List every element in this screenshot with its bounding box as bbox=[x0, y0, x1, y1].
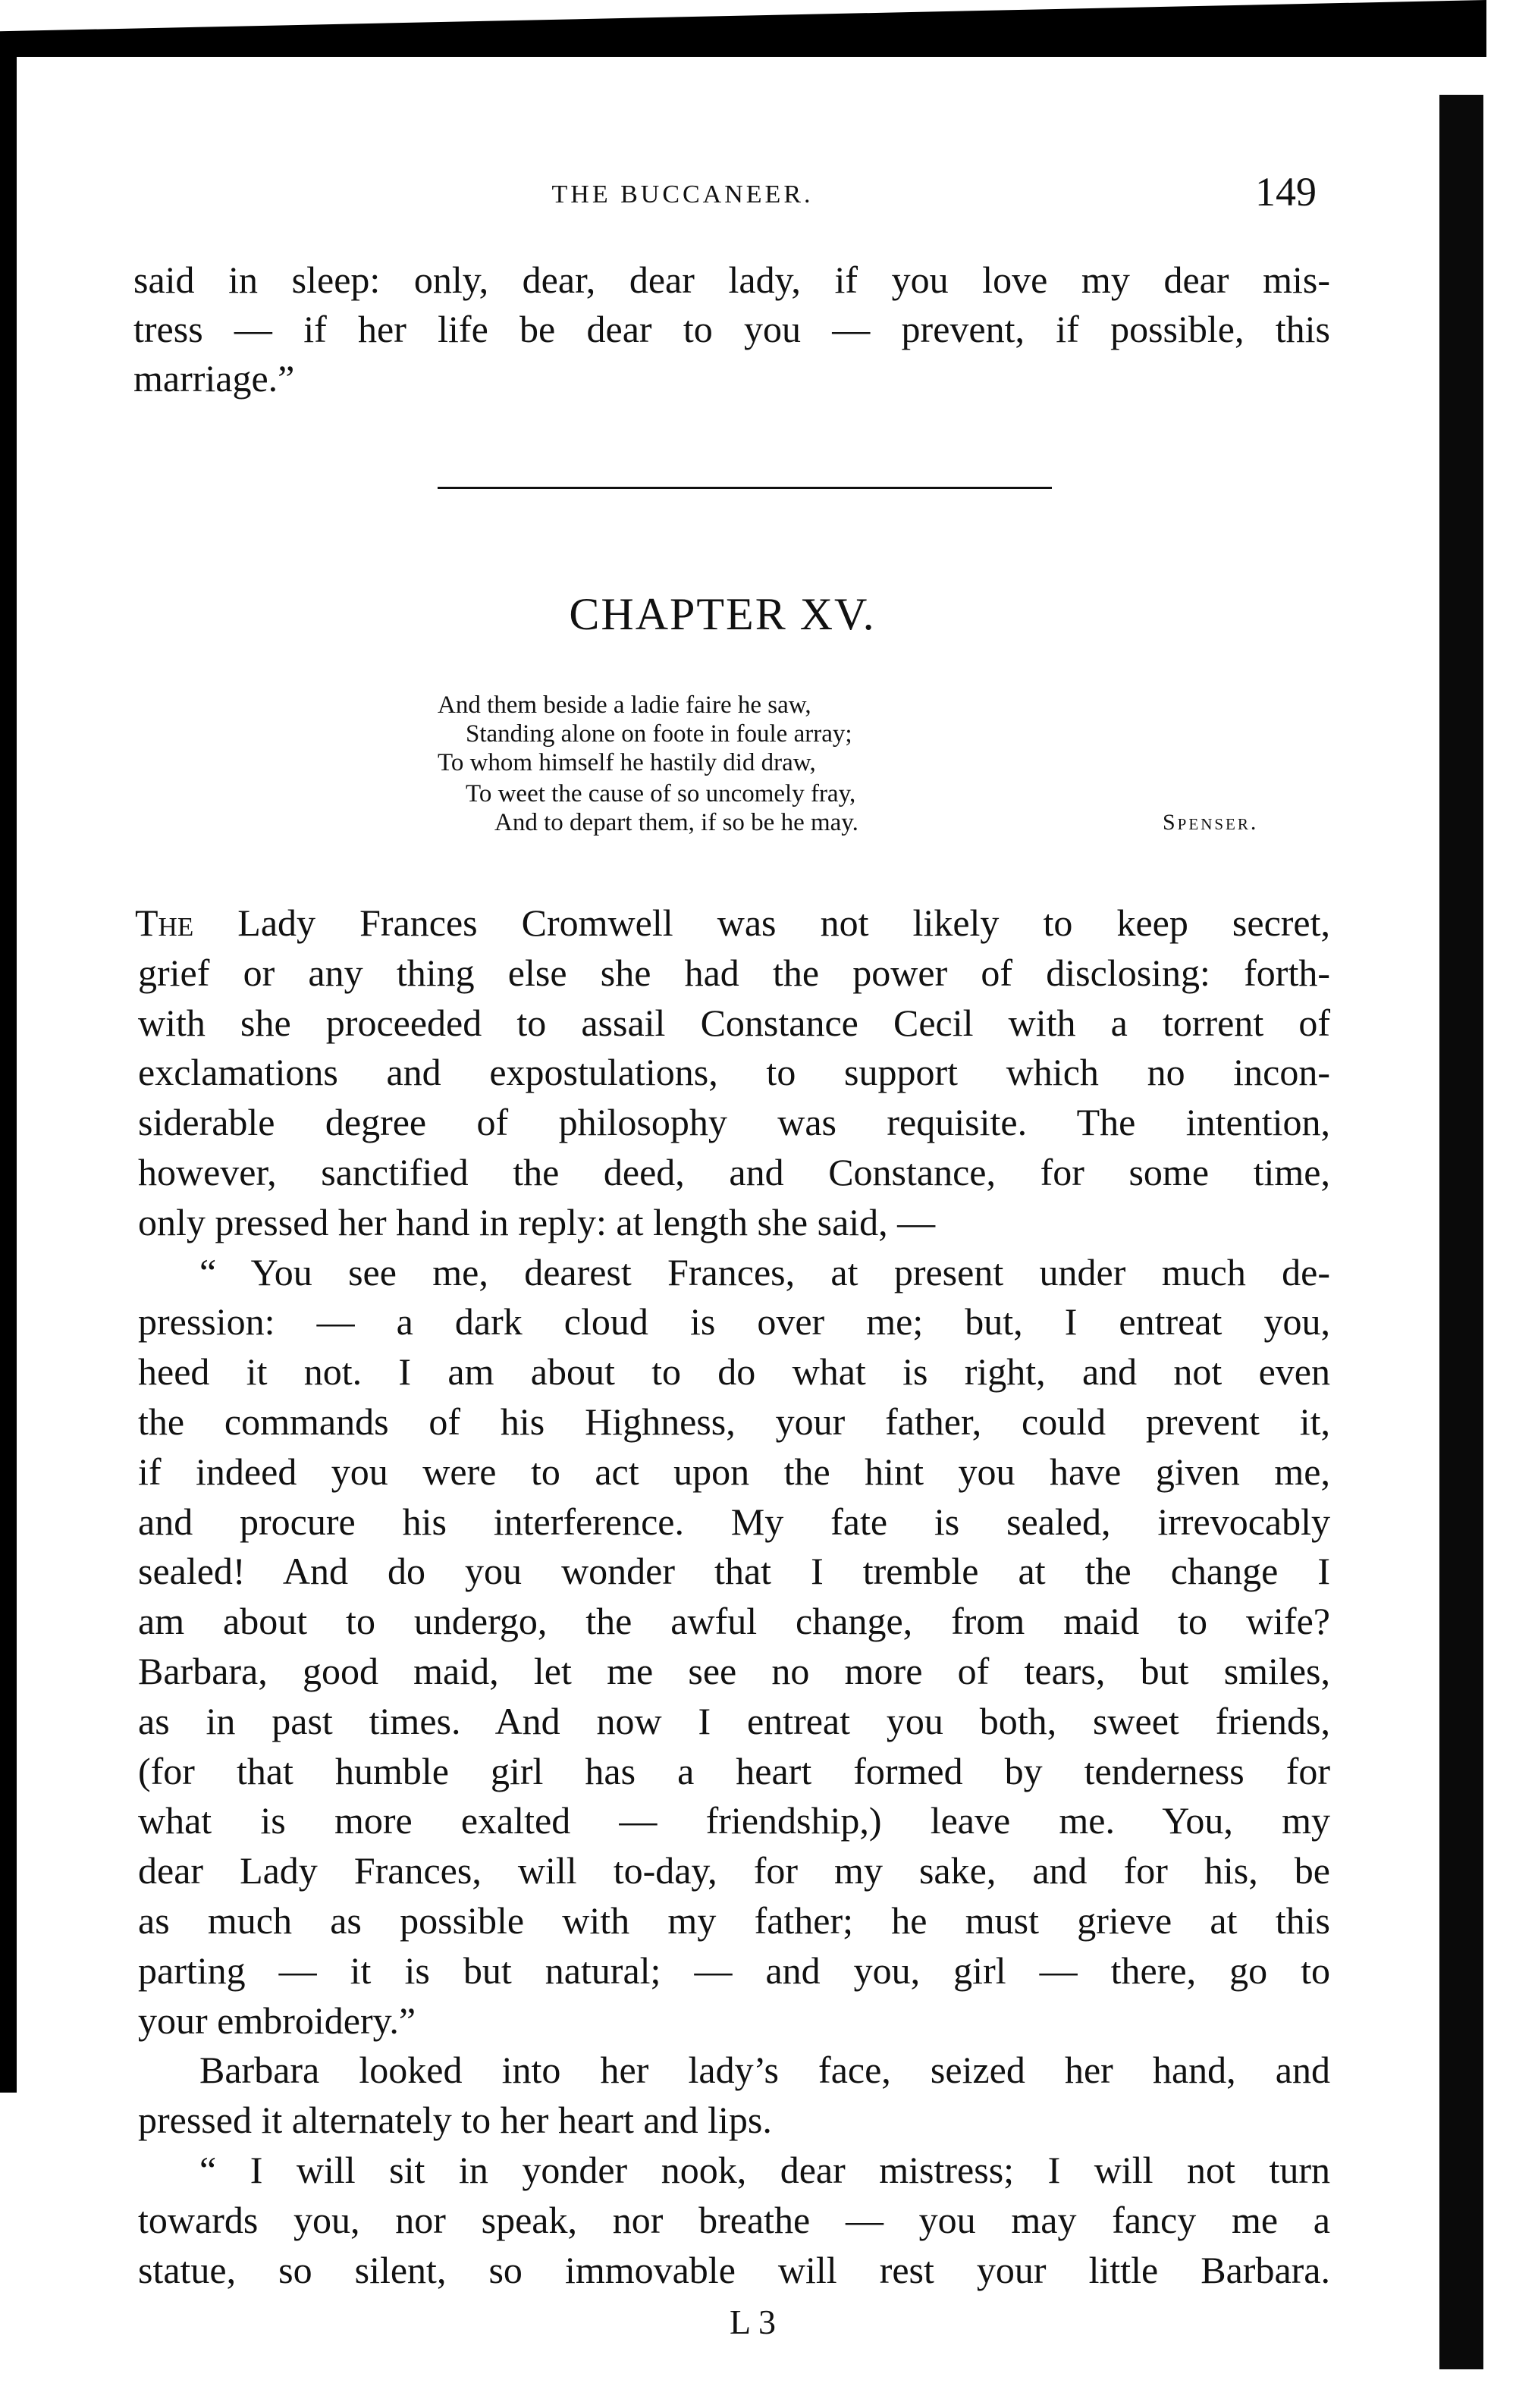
scan-top-border bbox=[0, 0, 1486, 57]
epigraph-line: To weet the cause of so uncomely fray, bbox=[466, 780, 856, 807]
epigraph-line: And to depart them, if so be he may. bbox=[494, 809, 858, 836]
text-line: and procure his interference. My fate is sealed, irrevocably bbox=[138, 1500, 1330, 1543]
chapter-title: CHAPTER XV. bbox=[569, 589, 876, 639]
scan-left-border bbox=[0, 45, 17, 2093]
text-line: statue, so silent, so immovable will rest your little Barbara. bbox=[138, 2248, 1330, 2291]
drop-word: The bbox=[135, 901, 194, 944]
epigraph-author: Spenser. bbox=[1163, 810, 1259, 835]
text-line: siderable degree of philosophy was requisite. The intention, bbox=[138, 1101, 1330, 1144]
text-line: Barbara, good maid, let me see no more of tears, but smiles, bbox=[138, 1650, 1330, 1692]
text-line: pressed it alternately to her heart and lips. bbox=[138, 2099, 772, 2142]
signature-mark: L 3 bbox=[730, 2303, 776, 2341]
text-line bbox=[135, 901, 1330, 945]
page-number: 149 bbox=[1255, 169, 1317, 215]
text-line: only pressed her hand in reply: at length she said, — bbox=[138, 1200, 936, 1243]
text-line: what is more exalted — friendship,) leave me. You, my bbox=[138, 1799, 1330, 1842]
scan-right-border bbox=[1439, 95, 1483, 2369]
text-line: grief or any thing else she had the power of disclosing: forth- bbox=[138, 951, 1330, 994]
section-divider bbox=[438, 487, 1052, 489]
text-line: parting — it is but natural; — and you, girl — there, go to bbox=[138, 1949, 1330, 1992]
text-line: exclamations and expostulations, to support which no incon- bbox=[138, 1051, 1330, 1094]
text-line: “ You see me, dearest Frances, at present under much de- bbox=[199, 1250, 1330, 1293]
text-line: sealed! And do you wonder that I tremble at the change I bbox=[138, 1550, 1330, 1593]
text-line: marriage.” bbox=[133, 357, 295, 400]
text-line: said in sleep: only, dear, dear lady, if you love my dear mis- bbox=[133, 259, 1330, 301]
text-line: towards you, nor speak, nor breathe — you may fancy me a bbox=[138, 2198, 1330, 2241]
epigraph-line: And them beside a ladie faire he saw, bbox=[438, 691, 811, 719]
text-line: as much as possible with my father; he must grieve at this bbox=[138, 1899, 1330, 1942]
text-line: Barbara looked into her lady’s face, seized her hand, and bbox=[199, 2049, 1330, 2092]
text-line: with she proceeded to assail Constance Cecil with a torrent of bbox=[138, 1001, 1330, 1044]
epigraph-line: Standing alone on foote in foule array; bbox=[466, 720, 852, 748]
epigraph-line: To whom himself he hastily did draw, bbox=[438, 749, 816, 776]
line-text: Lady Frances Cromwell was not likely to keep secret, bbox=[193, 901, 1330, 944]
text-line: (for that humble girl has a heart formed by tenderness for bbox=[138, 1749, 1330, 1792]
text-line: however, sanctified the deed, and Constance, for some time, bbox=[138, 1151, 1330, 1193]
text-line: am about to undergo, the awful change, from maid to wife? bbox=[138, 1600, 1330, 1643]
text-line: your embroidery.” bbox=[138, 1999, 416, 2042]
text-line: pression: — a dark cloud is over me; but, I entreat you, bbox=[138, 1300, 1330, 1344]
text-line: “ I will sit in yonder nook, dear mistress; I will not turn bbox=[199, 2149, 1330, 2191]
text-line: tress — if her life be dear to you — prevent, if possible, this bbox=[133, 308, 1330, 350]
text-line: dear Lady Frances, will to-day, for my sake, and for his, be bbox=[138, 1849, 1330, 1892]
text-line: heed it not. I am about to do what is right, and not even bbox=[138, 1350, 1330, 1394]
text-line: as in past times. And now I entreat you both, sweet friends, bbox=[138, 1699, 1330, 1742]
running-title: THE BUCCANEER. bbox=[551, 180, 814, 209]
text-line: the commands of his Highness, your father, could prevent it, bbox=[138, 1400, 1330, 1443]
text-line: if indeed you were to act upon the hint you have given me, bbox=[138, 1450, 1330, 1493]
